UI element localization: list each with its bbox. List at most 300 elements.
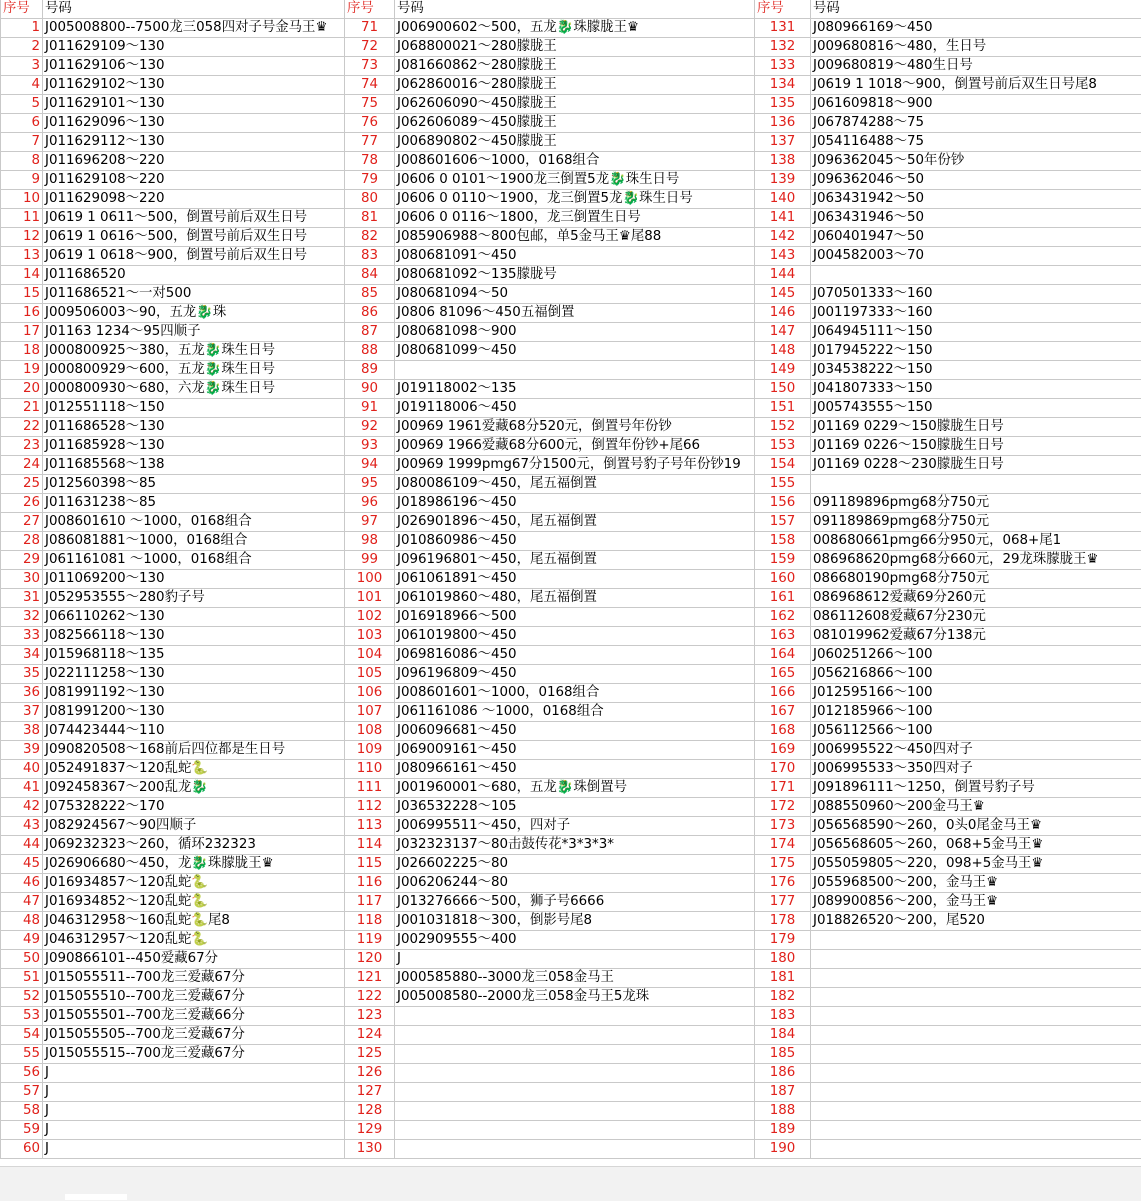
header-index-1[interactable]: 序号 (1, 0, 43, 19)
row-index-cell[interactable]: 161 (755, 589, 811, 608)
serial-number-cell[interactable] (811, 1083, 1141, 1102)
row-index-cell[interactable]: 4 (1, 76, 43, 95)
row-index-cell[interactable]: 160 (755, 570, 811, 589)
row-index-cell[interactable]: 163 (755, 627, 811, 646)
serial-number-cell[interactable]: J080681099～450 (395, 342, 755, 361)
serial-number-cell[interactable]: J012551118～150 (43, 399, 345, 418)
row-index-cell[interactable]: 113 (345, 817, 395, 836)
serial-number-cell[interactable] (395, 1007, 755, 1026)
row-index-cell[interactable]: 71 (345, 19, 395, 38)
serial-number-cell[interactable]: J091896111～1250，倒置号豹子号 (811, 779, 1141, 798)
row-index-cell[interactable]: 81 (345, 209, 395, 228)
serial-number-cell[interactable]: J (43, 1064, 345, 1083)
serial-number-cell[interactable]: J000800929～600，五龙🐉珠生日号 (43, 361, 345, 380)
row-index-cell[interactable]: 99 (345, 551, 395, 570)
row-index-cell[interactable]: 77 (345, 133, 395, 152)
serial-number-cell[interactable] (811, 1045, 1141, 1064)
serial-number-cell[interactable]: J012595166～100 (811, 684, 1141, 703)
serial-number-cell[interactable]: J015055510--700龙三爱藏67分 (43, 988, 345, 1007)
row-index-cell[interactable]: 27 (1, 513, 43, 532)
row-index-cell[interactable]: 9 (1, 171, 43, 190)
row-index-cell[interactable]: 128 (345, 1102, 395, 1121)
row-index-cell[interactable]: 83 (345, 247, 395, 266)
row-index-cell[interactable]: 117 (345, 893, 395, 912)
row-index-cell[interactable]: 178 (755, 912, 811, 931)
header-number-1[interactable]: 号码 (43, 0, 345, 19)
row-index-cell[interactable]: 23 (1, 437, 43, 456)
serial-number-cell[interactable]: 086112608爱藏67分230元 (811, 608, 1141, 627)
row-index-cell[interactable]: 102 (345, 608, 395, 627)
serial-number-cell[interactable]: J080681098～900 (395, 323, 755, 342)
serial-number-cell[interactable]: J01163 1234～95四顺子 (43, 323, 345, 342)
serial-number-cell[interactable]: J055968500～200，金马王♛ (811, 874, 1141, 893)
row-index-cell[interactable]: 114 (345, 836, 395, 855)
serial-number-cell[interactable] (811, 1064, 1141, 1083)
serial-number-cell[interactable]: J006206244～80 (395, 874, 755, 893)
serial-number-cell[interactable]: J054116488～75 (811, 133, 1141, 152)
row-index-cell[interactable]: 47 (1, 893, 43, 912)
serial-number-cell[interactable]: J061161086 ～1000，0168组合 (395, 703, 755, 722)
serial-number-cell[interactable]: J069232323～260，循环232323 (43, 836, 345, 855)
row-index-cell[interactable]: 159 (755, 551, 811, 570)
serial-number-cell[interactable]: J016934852～120乱蛇🐍 (43, 893, 345, 912)
serial-number-cell[interactable]: J092458367～200乱龙🐉 (43, 779, 345, 798)
serial-number-cell[interactable]: J011629112～130 (43, 133, 345, 152)
row-index-cell[interactable]: 42 (1, 798, 43, 817)
serial-number-cell[interactable]: J011629101～130 (43, 95, 345, 114)
serial-number-cell[interactable]: J061019860～480，尾五福倒置 (395, 589, 755, 608)
row-index-cell[interactable]: 15 (1, 285, 43, 304)
serial-number-cell[interactable]: J066110262～130 (43, 608, 345, 627)
row-index-cell[interactable]: 85 (345, 285, 395, 304)
serial-number-cell[interactable]: J082566118～130 (43, 627, 345, 646)
serial-number-cell[interactable]: J067874288～75 (811, 114, 1141, 133)
row-index-cell[interactable]: 31 (1, 589, 43, 608)
serial-number-cell[interactable]: J064945111～150 (811, 323, 1141, 342)
serial-number-cell[interactable] (395, 1140, 755, 1159)
row-index-cell[interactable]: 5 (1, 95, 43, 114)
serial-number-cell[interactable]: J006890802～450朦胧王 (395, 133, 755, 152)
row-index-cell[interactable]: 121 (345, 969, 395, 988)
row-index-cell[interactable]: 182 (755, 988, 811, 1007)
serial-number-cell[interactable]: J011069200～130 (43, 570, 345, 589)
row-index-cell[interactable]: 34 (1, 646, 43, 665)
serial-number-cell[interactable]: J063431942～50 (811, 190, 1141, 209)
serial-number-cell[interactable]: J011629102～130 (43, 76, 345, 95)
row-index-cell[interactable]: 73 (345, 57, 395, 76)
row-index-cell[interactable]: 171 (755, 779, 811, 798)
row-index-cell[interactable]: 147 (755, 323, 811, 342)
row-index-cell[interactable]: 24 (1, 456, 43, 475)
serial-number-cell[interactable] (811, 1140, 1141, 1159)
row-index-cell[interactable]: 32 (1, 608, 43, 627)
row-index-cell[interactable]: 19 (1, 361, 43, 380)
row-index-cell[interactable]: 1 (1, 19, 43, 38)
serial-number-cell[interactable] (811, 1026, 1141, 1045)
row-index-cell[interactable]: 79 (345, 171, 395, 190)
serial-number-cell[interactable]: J (43, 1102, 345, 1121)
row-index-cell[interactable]: 157 (755, 513, 811, 532)
row-index-cell[interactable]: 105 (345, 665, 395, 684)
serial-number-cell[interactable]: J052953555～280豹子号 (43, 589, 345, 608)
row-index-cell[interactable]: 180 (755, 950, 811, 969)
row-index-cell[interactable]: 48 (1, 912, 43, 931)
serial-number-cell[interactable]: J (43, 1121, 345, 1140)
row-index-cell[interactable]: 118 (345, 912, 395, 931)
row-index-cell[interactable]: 120 (345, 950, 395, 969)
row-index-cell[interactable]: 20 (1, 380, 43, 399)
serial-number-cell[interactable]: J052491837～120乱蛇🐍 (43, 760, 345, 779)
serial-number-cell[interactable]: J061019800～450 (395, 627, 755, 646)
serial-number-cell[interactable]: J01169 0229～150朦胧生日号 (811, 418, 1141, 437)
row-index-cell[interactable]: 8 (1, 152, 43, 171)
sheet-tab[interactable] (65, 1194, 127, 1200)
serial-number-cell[interactable]: J060251266～100 (811, 646, 1141, 665)
row-index-cell[interactable]: 75 (345, 95, 395, 114)
row-index-cell[interactable]: 53 (1, 1007, 43, 1026)
serial-number-cell[interactable]: J015968118～135 (43, 646, 345, 665)
serial-number-cell[interactable]: J022111258～130 (43, 665, 345, 684)
serial-number-cell[interactable] (395, 361, 755, 380)
row-index-cell[interactable]: 101 (345, 589, 395, 608)
serial-number-cell[interactable]: J012560398～85 (43, 475, 345, 494)
row-index-cell[interactable]: 16 (1, 304, 43, 323)
serial-number-cell[interactable]: J081991200～130 (43, 703, 345, 722)
row-index-cell[interactable]: 103 (345, 627, 395, 646)
serial-number-cell[interactable]: J001031818～300，倒影号尾8 (395, 912, 755, 931)
serial-number-cell[interactable]: J096362045～50年份钞 (811, 152, 1141, 171)
serial-number-cell[interactable]: J008601601～1000，0168组合 (395, 684, 755, 703)
row-index-cell[interactable]: 139 (755, 171, 811, 190)
row-index-cell[interactable]: 80 (345, 190, 395, 209)
row-index-cell[interactable]: 95 (345, 475, 395, 494)
serial-number-cell[interactable] (811, 1102, 1141, 1121)
serial-number-cell[interactable]: J026602225～80 (395, 855, 755, 874)
row-index-cell[interactable]: 131 (755, 19, 811, 38)
serial-number-cell[interactable]: J062860016～280朦胧王 (395, 76, 755, 95)
row-index-cell[interactable]: 51 (1, 969, 43, 988)
serial-number-cell[interactable] (395, 1026, 755, 1045)
serial-number-cell[interactable]: J069009161～450 (395, 741, 755, 760)
serial-number-cell[interactable]: J001960001～680，五龙🐉珠倒置号 (395, 779, 755, 798)
serial-number-cell[interactable]: J011629108～220 (43, 171, 345, 190)
serial-number-cell[interactable]: J0619 1 1018～900，倒置号前后双生日号尾8 (811, 76, 1141, 95)
row-index-cell[interactable]: 52 (1, 988, 43, 1007)
serial-number-cell[interactable]: J062606089～450朦胧王 (395, 114, 755, 133)
row-index-cell[interactable]: 13 (1, 247, 43, 266)
row-index-cell[interactable]: 135 (755, 95, 811, 114)
serial-number-cell[interactable]: 086968612爱藏69分260元 (811, 589, 1141, 608)
row-index-cell[interactable]: 176 (755, 874, 811, 893)
row-index-cell[interactable]: 183 (755, 1007, 811, 1026)
row-index-cell[interactable]: 60 (1, 1140, 43, 1159)
row-index-cell[interactable]: 55 (1, 1045, 43, 1064)
serial-number-cell[interactable]: J016934857～120乱蛇🐍 (43, 874, 345, 893)
serial-number-cell[interactable]: J056112566～100 (811, 722, 1141, 741)
row-index-cell[interactable]: 74 (345, 76, 395, 95)
row-index-cell[interactable]: 33 (1, 627, 43, 646)
serial-number-cell[interactable]: J086081881～1000，0168组合 (43, 532, 345, 551)
serial-number-cell[interactable]: J0606 0 0101～1900龙三倒置5龙🐉珠生日号 (395, 171, 755, 190)
row-index-cell[interactable]: 181 (755, 969, 811, 988)
row-index-cell[interactable]: 39 (1, 741, 43, 760)
row-index-cell[interactable]: 122 (345, 988, 395, 1007)
serial-number-cell[interactable]: J011631238～85 (43, 494, 345, 513)
row-index-cell[interactable]: 188 (755, 1102, 811, 1121)
serial-number-cell[interactable]: J063431946～50 (811, 209, 1141, 228)
serial-number-cell[interactable]: J041807333～150 (811, 380, 1141, 399)
row-index-cell[interactable]: 158 (755, 532, 811, 551)
row-index-cell[interactable]: 110 (345, 760, 395, 779)
serial-number-cell[interactable]: J026906680～450，龙🐉珠朦胧王♛ (43, 855, 345, 874)
row-index-cell[interactable]: 87 (345, 323, 395, 342)
serial-number-cell[interactable]: J000585880--3000龙三058金马王 (395, 969, 755, 988)
row-index-cell[interactable]: 50 (1, 950, 43, 969)
row-index-cell[interactable]: 148 (755, 342, 811, 361)
serial-number-cell[interactable]: J006995533～350四对子 (811, 760, 1141, 779)
header-index-2[interactable]: 序号 (345, 0, 395, 19)
serial-number-cell[interactable]: J056568605～260，068+5金马王♛ (811, 836, 1141, 855)
row-index-cell[interactable]: 6 (1, 114, 43, 133)
serial-number-cell[interactable]: J011696208～220 (43, 152, 345, 171)
row-index-cell[interactable]: 22 (1, 418, 43, 437)
serial-number-cell[interactable]: J056568590～260，0头0尾金马王♛ (811, 817, 1141, 836)
serial-number-cell[interactable]: J090866101--450爱藏67分 (43, 950, 345, 969)
row-index-cell[interactable]: 153 (755, 437, 811, 456)
row-index-cell[interactable]: 72 (345, 38, 395, 57)
serial-number-cell[interactable]: 008680661pmg66分950元，068+尾1 (811, 532, 1141, 551)
row-index-cell[interactable]: 126 (345, 1064, 395, 1083)
row-index-cell[interactable]: 138 (755, 152, 811, 171)
serial-number-cell[interactable]: J011686528～130 (43, 418, 345, 437)
row-index-cell[interactable]: 143 (755, 247, 811, 266)
serial-number-cell[interactable]: J000800930～680，六龙🐉珠生日号 (43, 380, 345, 399)
serial-number-cell[interactable]: J011685928～130 (43, 437, 345, 456)
row-index-cell[interactable]: 125 (345, 1045, 395, 1064)
serial-number-cell[interactable]: J070501333～160 (811, 285, 1141, 304)
serial-number-cell[interactable] (811, 969, 1141, 988)
row-index-cell[interactable]: 150 (755, 380, 811, 399)
serial-number-cell[interactable]: J011685568～138 (43, 456, 345, 475)
serial-number-cell[interactable]: J010860986～450 (395, 532, 755, 551)
row-index-cell[interactable]: 7 (1, 133, 43, 152)
serial-number-cell[interactable]: J061061891～450 (395, 570, 755, 589)
serial-number-cell[interactable]: J0606 0 0110～1900，龙三倒置5龙🐉珠生日号 (395, 190, 755, 209)
serial-number-cell[interactable]: J (395, 950, 755, 969)
serial-number-cell[interactable]: 091189869pmg68分750元 (811, 513, 1141, 532)
row-index-cell[interactable]: 46 (1, 874, 43, 893)
row-index-cell[interactable]: 136 (755, 114, 811, 133)
serial-number-cell[interactable] (811, 988, 1141, 1007)
serial-number-cell[interactable]: J00969 1999pmg67分1500元，倒置号豹子号年份钞19 (395, 456, 755, 475)
serial-number-cell[interactable]: J01169 0226～150朦胧生日号 (811, 437, 1141, 456)
row-index-cell[interactable]: 18 (1, 342, 43, 361)
row-index-cell[interactable]: 154 (755, 456, 811, 475)
row-index-cell[interactable]: 38 (1, 722, 43, 741)
row-index-cell[interactable]: 174 (755, 836, 811, 855)
row-index-cell[interactable]: 146 (755, 304, 811, 323)
row-index-cell[interactable]: 175 (755, 855, 811, 874)
serial-number-cell[interactable]: J062606090～450朦胧王 (395, 95, 755, 114)
row-index-cell[interactable]: 100 (345, 570, 395, 589)
serial-number-cell[interactable]: J000800925～380，五龙🐉珠生日号 (43, 342, 345, 361)
serial-number-cell[interactable]: J011629098～220 (43, 190, 345, 209)
row-index-cell[interactable]: 84 (345, 266, 395, 285)
row-index-cell[interactable]: 56 (1, 1064, 43, 1083)
serial-number-cell[interactable]: J085906988～800包邮，单5金马王♛尾88 (395, 228, 755, 247)
row-index-cell[interactable]: 91 (345, 399, 395, 418)
serial-number-cell[interactable]: J00969 1961爱藏68分520元，倒置号年份钞 (395, 418, 755, 437)
row-index-cell[interactable]: 49 (1, 931, 43, 950)
serial-number-cell[interactable]: J001197333～160 (811, 304, 1141, 323)
row-index-cell[interactable]: 165 (755, 665, 811, 684)
serial-number-cell[interactable]: 091189896pmg68分750元 (811, 494, 1141, 513)
row-index-cell[interactable]: 189 (755, 1121, 811, 1140)
serial-number-cell[interactable]: J061609818～900 (811, 95, 1141, 114)
row-index-cell[interactable]: 152 (755, 418, 811, 437)
serial-number-cell[interactable]: J036532228～105 (395, 798, 755, 817)
serial-number-cell[interactable]: J005743555～150 (811, 399, 1141, 418)
row-index-cell[interactable]: 151 (755, 399, 811, 418)
serial-number-cell[interactable]: J011686520 (43, 266, 345, 285)
serial-number-cell[interactable]: J006096681～450 (395, 722, 755, 741)
serial-number-cell[interactable]: J009506003～90，五龙🐉珠 (43, 304, 345, 323)
row-index-cell[interactable]: 123 (345, 1007, 395, 1026)
serial-number-cell[interactable]: J080681094～50 (395, 285, 755, 304)
serial-number-cell[interactable]: J080681092～135朦胧号 (395, 266, 755, 285)
row-index-cell[interactable]: 45 (1, 855, 43, 874)
serial-number-cell[interactable]: J005008800--7500龙三058四对子号金马王♛ (43, 19, 345, 38)
row-index-cell[interactable]: 17 (1, 323, 43, 342)
serial-number-cell[interactable]: J015055505--700龙三爱藏67分 (43, 1026, 345, 1045)
serial-number-cell[interactable]: J034538222～150 (811, 361, 1141, 380)
serial-number-cell[interactable]: 081019962爱藏67分138元 (811, 627, 1141, 646)
row-index-cell[interactable]: 106 (345, 684, 395, 703)
row-index-cell[interactable]: 116 (345, 874, 395, 893)
serial-number-cell[interactable]: J0606 0 0116～1800，龙三倒置生日号 (395, 209, 755, 228)
row-index-cell[interactable]: 170 (755, 760, 811, 779)
row-index-cell[interactable]: 164 (755, 646, 811, 665)
row-index-cell[interactable]: 92 (345, 418, 395, 437)
row-index-cell[interactable]: 133 (755, 57, 811, 76)
serial-number-cell[interactable] (395, 1045, 755, 1064)
serial-number-cell[interactable] (395, 1083, 755, 1102)
row-index-cell[interactable]: 78 (345, 152, 395, 171)
row-index-cell[interactable]: 129 (345, 1121, 395, 1140)
row-index-cell[interactable]: 141 (755, 209, 811, 228)
serial-number-cell[interactable]: J080086109～450，尾五福倒置 (395, 475, 755, 494)
serial-number-cell[interactable]: J009680819～480生日号 (811, 57, 1141, 76)
row-index-cell[interactable]: 90 (345, 380, 395, 399)
row-index-cell[interactable]: 107 (345, 703, 395, 722)
serial-number-cell[interactable]: J01169 0228～230朦胧生日号 (811, 456, 1141, 475)
header-number-2[interactable]: 号码 (395, 0, 755, 19)
row-index-cell[interactable]: 96 (345, 494, 395, 513)
row-index-cell[interactable]: 41 (1, 779, 43, 798)
row-index-cell[interactable]: 2 (1, 38, 43, 57)
serial-number-cell[interactable]: J061161081 ～1000，0168组合 (43, 551, 345, 570)
serial-number-cell[interactable]: J006995511～450，四对子 (395, 817, 755, 836)
row-index-cell[interactable]: 93 (345, 437, 395, 456)
serial-number-cell[interactable]: J032323137～80击鼓传花*3*3*3* (395, 836, 755, 855)
header-number-3[interactable]: 号码 (811, 0, 1141, 19)
row-index-cell[interactable]: 167 (755, 703, 811, 722)
serial-number-cell[interactable]: J015055501--700龙三爱藏66分 (43, 1007, 345, 1026)
row-index-cell[interactable]: 26 (1, 494, 43, 513)
serial-number-cell[interactable]: J017945222～150 (811, 342, 1141, 361)
serial-number-cell[interactable]: J074423444～110 (43, 722, 345, 741)
serial-number-cell[interactable]: J0619 1 0611～500，倒置号前后双生日号 (43, 209, 345, 228)
serial-number-cell[interactable]: J (43, 1083, 345, 1102)
serial-number-cell[interactable]: J056216866～100 (811, 665, 1141, 684)
serial-number-cell[interactable]: J0806 81096～450五福倒置 (395, 304, 755, 323)
serial-number-cell[interactable]: J011629096～130 (43, 114, 345, 133)
row-index-cell[interactable]: 137 (755, 133, 811, 152)
row-index-cell[interactable]: 10 (1, 190, 43, 209)
serial-number-cell[interactable]: J018826520～200，尾520 (811, 912, 1141, 931)
row-index-cell[interactable]: 162 (755, 608, 811, 627)
row-index-cell[interactable]: 190 (755, 1140, 811, 1159)
row-index-cell[interactable]: 14 (1, 266, 43, 285)
row-index-cell[interactable]: 169 (755, 741, 811, 760)
serial-number-cell[interactable]: J013276666～500，狮子号6666 (395, 893, 755, 912)
row-index-cell[interactable]: 168 (755, 722, 811, 741)
row-index-cell[interactable]: 21 (1, 399, 43, 418)
row-index-cell[interactable]: 144 (755, 266, 811, 285)
row-index-cell[interactable]: 82 (345, 228, 395, 247)
row-index-cell[interactable]: 104 (345, 646, 395, 665)
row-index-cell[interactable]: 119 (345, 931, 395, 950)
row-index-cell[interactable]: 149 (755, 361, 811, 380)
row-index-cell[interactable]: 145 (755, 285, 811, 304)
serial-number-cell[interactable]: J015055511--700龙三爱藏67分 (43, 969, 345, 988)
row-index-cell[interactable]: 3 (1, 57, 43, 76)
serial-number-cell[interactable]: J012185966～100 (811, 703, 1141, 722)
serial-number-cell[interactable]: J0619 1 0618～900，倒置号前后双生日号 (43, 247, 345, 266)
row-index-cell[interactable]: 97 (345, 513, 395, 532)
serial-number-cell[interactable]: J008601606～1000，0168组合 (395, 152, 755, 171)
row-index-cell[interactable]: 111 (345, 779, 395, 798)
row-index-cell[interactable]: 43 (1, 817, 43, 836)
row-index-cell[interactable]: 184 (755, 1026, 811, 1045)
serial-number-cell[interactable]: J096196809～450 (395, 665, 755, 684)
row-index-cell[interactable]: 12 (1, 228, 43, 247)
serial-number-cell[interactable]: J016918966～500 (395, 608, 755, 627)
row-index-cell[interactable]: 76 (345, 114, 395, 133)
serial-number-cell[interactable]: J096196801～450，尾五福倒置 (395, 551, 755, 570)
serial-number-cell[interactable]: J004582003～70 (811, 247, 1141, 266)
row-index-cell[interactable]: 28 (1, 532, 43, 551)
serial-number-cell[interactable]: J011686521～一对500 (43, 285, 345, 304)
serial-number-cell[interactable]: J002909555～400 (395, 931, 755, 950)
row-index-cell[interactable]: 29 (1, 551, 43, 570)
serial-number-cell[interactable]: J069816086～450 (395, 646, 755, 665)
row-index-cell[interactable]: 185 (755, 1045, 811, 1064)
row-index-cell[interactable]: 37 (1, 703, 43, 722)
serial-number-cell[interactable]: J006900602～500，五龙🐉珠朦胧王♛ (395, 19, 755, 38)
serial-number-cell[interactable]: J046312957～120乱蛇🐍 (43, 931, 345, 950)
row-index-cell[interactable]: 130 (345, 1140, 395, 1159)
row-index-cell[interactable]: 172 (755, 798, 811, 817)
serial-number-cell[interactable] (395, 1121, 755, 1140)
serial-number-cell[interactable]: J018986196～450 (395, 494, 755, 513)
serial-number-cell[interactable] (811, 1007, 1141, 1026)
row-index-cell[interactable]: 88 (345, 342, 395, 361)
serial-number-cell[interactable] (395, 1102, 755, 1121)
serial-number-cell[interactable]: J019118002～135 (395, 380, 755, 399)
row-index-cell[interactable]: 140 (755, 190, 811, 209)
serial-number-cell[interactable] (811, 266, 1141, 285)
